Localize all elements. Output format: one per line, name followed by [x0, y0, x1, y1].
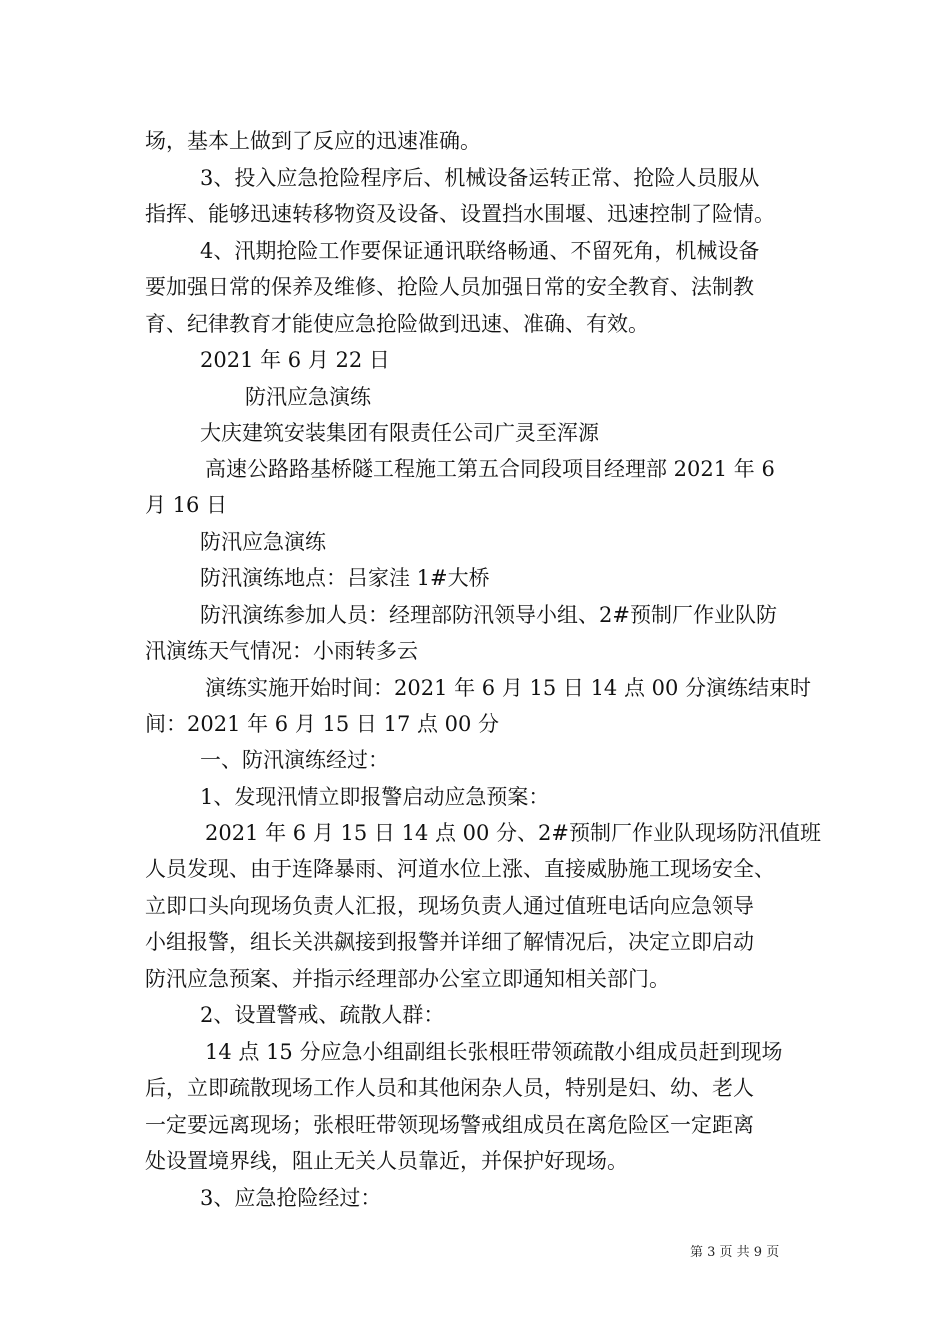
company-line: 大庆建筑安装集团有限责任公司广灵至浑源 — [200, 421, 599, 445]
text-line: 小组报警，组长关洪飙接到报警并详细了解情况后，决定立即启动 — [145, 930, 754, 954]
text-line: 汛演练天气情况：小雨转多云 — [145, 639, 418, 663]
section-title: 防汛应急演练 — [200, 530, 326, 554]
text-line: 14 点 15 分应急小组副组长张根旺带领疏散小组成员赶到现场 — [205, 1040, 783, 1064]
text-line: 月 16 日 — [145, 493, 228, 517]
text-line: 场，基本上做到了反应的迅速准确。 — [145, 129, 481, 153]
text-line: 人员发现、由于连降暴雨、河道水位上涨、直接威胁施工现场安全、 — [145, 857, 775, 881]
text-line: 防汛演练参加人员：经理部防汛领导小组、2#预制厂作业队防 — [200, 603, 777, 627]
text-line: 演练实施开始时间：2021 年 6 月 15 日 14 点 00 分演练结束时 — [205, 676, 812, 700]
text-line: 立即口头向现场负责人汇报，现场负责人通过值班电话向应急领导 — [145, 894, 754, 918]
date-line: 2021 年 6 月 22 日 — [200, 348, 390, 372]
text-line: 后，立即疏散现场工作人员和其他闲杂人员，特别是妇、幼、老人 — [145, 1076, 754, 1100]
text-line: 育、纪律教育才能使应急抢险做到迅速、准确、有效。 — [145, 312, 649, 336]
text-line: 防汛演练地点：吕家洼 1#大桥 — [200, 566, 490, 590]
text-line: 3、投入应急抢险程序后、机械设备运转正常、抢险人员服从 — [200, 166, 760, 190]
text-line: 4、汛期抢险工作要保证通讯联络畅通、不留死角，机械设备 — [200, 239, 760, 263]
heading-line: 2、设置警戒、疏散人群： — [200, 1003, 445, 1027]
text-line: 防汛应急预案、并指示经理部办公室立即通知相关部门。 — [145, 967, 670, 991]
text-line: 间：2021 年 6 月 15 日 17 点 00 分 — [145, 712, 500, 736]
text-line: 一定要远离现场；张根旺带领现场警戒组成员在离危险区一定距离 — [145, 1113, 754, 1137]
heading-line: 3、应急抢险经过： — [200, 1186, 382, 1210]
text-line: 处设置境界线，阻止无关人员靠近，并保护好现场。 — [145, 1149, 628, 1173]
text-line: 要加强日常的保养及维修、抢险人员加强日常的安全教育、法制教 — [145, 275, 754, 299]
heading-line: 1、发现汛情立即报警启动应急预案： — [200, 785, 550, 809]
section-title: 防汛应急演练 — [245, 385, 371, 409]
text-line: 2021 年 6 月 15 日 14 点 00 分、2#预制厂作业队现场防汛值班 — [205, 821, 822, 845]
text-line: 高速公路路基桥隧工程施工第五合同段项目经理部 2021 年 6 — [205, 457, 775, 481]
text-line: 指挥、能够迅速转移物资及设备、设置挡水围堰、迅速控制了险情。 — [145, 202, 775, 226]
heading-line: 一、防汛演练经过： — [200, 748, 389, 772]
page-number: 第 3 页 共 9 页 — [690, 1245, 780, 1260]
